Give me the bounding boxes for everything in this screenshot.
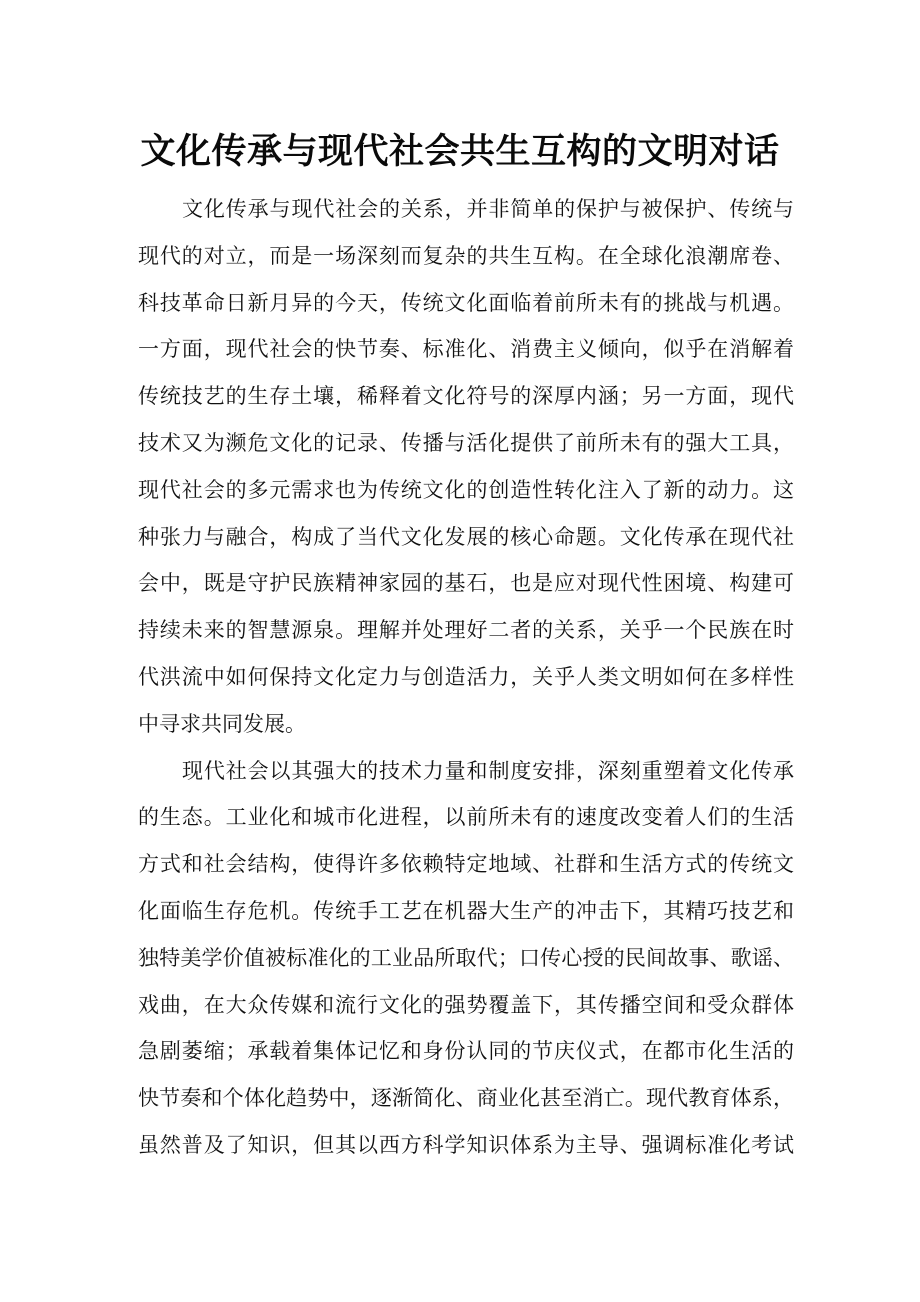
paragraph-line: 一方面，现代社会的快节奏、标准化、消费主义倾向，似乎在消解着 xyxy=(138,337,794,362)
paragraph-line: 方式和社会结构，使得许多依赖特定地域、社群和生活方式的传统文 xyxy=(138,852,794,877)
paragraph-line: 会中，既是守护民族精神家园的基石，也是应对现代性困境、构建可 xyxy=(138,571,794,596)
document-title: 文化传承与现代社会共生互构的文明对话 xyxy=(140,132,780,172)
paragraph-line: 种张力与融合，构成了当代文化发展的核心命题。文化传承在现代社 xyxy=(138,524,794,549)
paragraph-line: 快节奏和个体化趋势中，逐渐简化、商业化甚至消亡。现代教育体系， xyxy=(138,1086,794,1111)
paragraph-line: 代洪流中如何保持文化定力与创造活力，关乎人类文明如何在多样性 xyxy=(138,664,794,689)
document-body xyxy=(138,186,794,1169)
paragraph-line: 科技革命日新月异的今天，传统文化面临着前所未有的挑战与机遇。 xyxy=(138,290,794,315)
paragraph-line: 的生态。工业化和城市化进程，以前所未有的速度改变着人们的生活 xyxy=(138,805,794,830)
paragraph-line: 持续未来的智慧源泉。理解并处理好二者的关系，关乎一个民族在时 xyxy=(138,618,794,643)
paragraph-line: 现代的对立，而是一场深刻而复杂的共生互构。在全球化浪潮席卷、 xyxy=(138,243,794,268)
paragraph-line: 传统技艺的生存土壤，稀释着文化符号的深厚内涵；另一方面，现代 xyxy=(138,384,794,409)
paragraph-1 xyxy=(138,186,794,748)
paragraph-line: 虽然普及了知识，但其以西方科学知识体系为主导、强调标准化考试 xyxy=(138,1132,794,1157)
paragraph-line: 急剧萎缩；承载着集体记忆和身份认同的节庆仪式，在都市化生活的 xyxy=(138,1039,794,1064)
paragraph-line: 化面临生存危机。传统手工艺在机器大生产的冲击下，其精巧技艺和 xyxy=(138,898,794,923)
paragraph-line: 独特美学价值被标准化的工业品所取代；口传心授的民间故事、歌谣、 xyxy=(138,945,794,970)
paragraph-2 xyxy=(138,748,794,1169)
paragraph-line: 技术又为濒危文化的记录、传播与活化提供了前所未有的强大工具， xyxy=(138,430,794,455)
paragraph-line: 现代社会的多元需求也为传统文化的创造性转化注入了新的动力。这 xyxy=(138,477,794,502)
paragraph-line: 中寻求共同发展。 xyxy=(138,711,306,736)
paragraph-line: 文化传承与现代社会的关系，并非简单的保护与被保护、传统与 xyxy=(182,197,794,221)
paragraph-line: 现代社会以其强大的技术力量和制度安排，深刻重塑着文化传承 xyxy=(182,758,794,783)
paragraph-line: 戏曲，在大众传媒和流行文化的强势覆盖下，其传播空间和受众群体 xyxy=(138,992,794,1017)
